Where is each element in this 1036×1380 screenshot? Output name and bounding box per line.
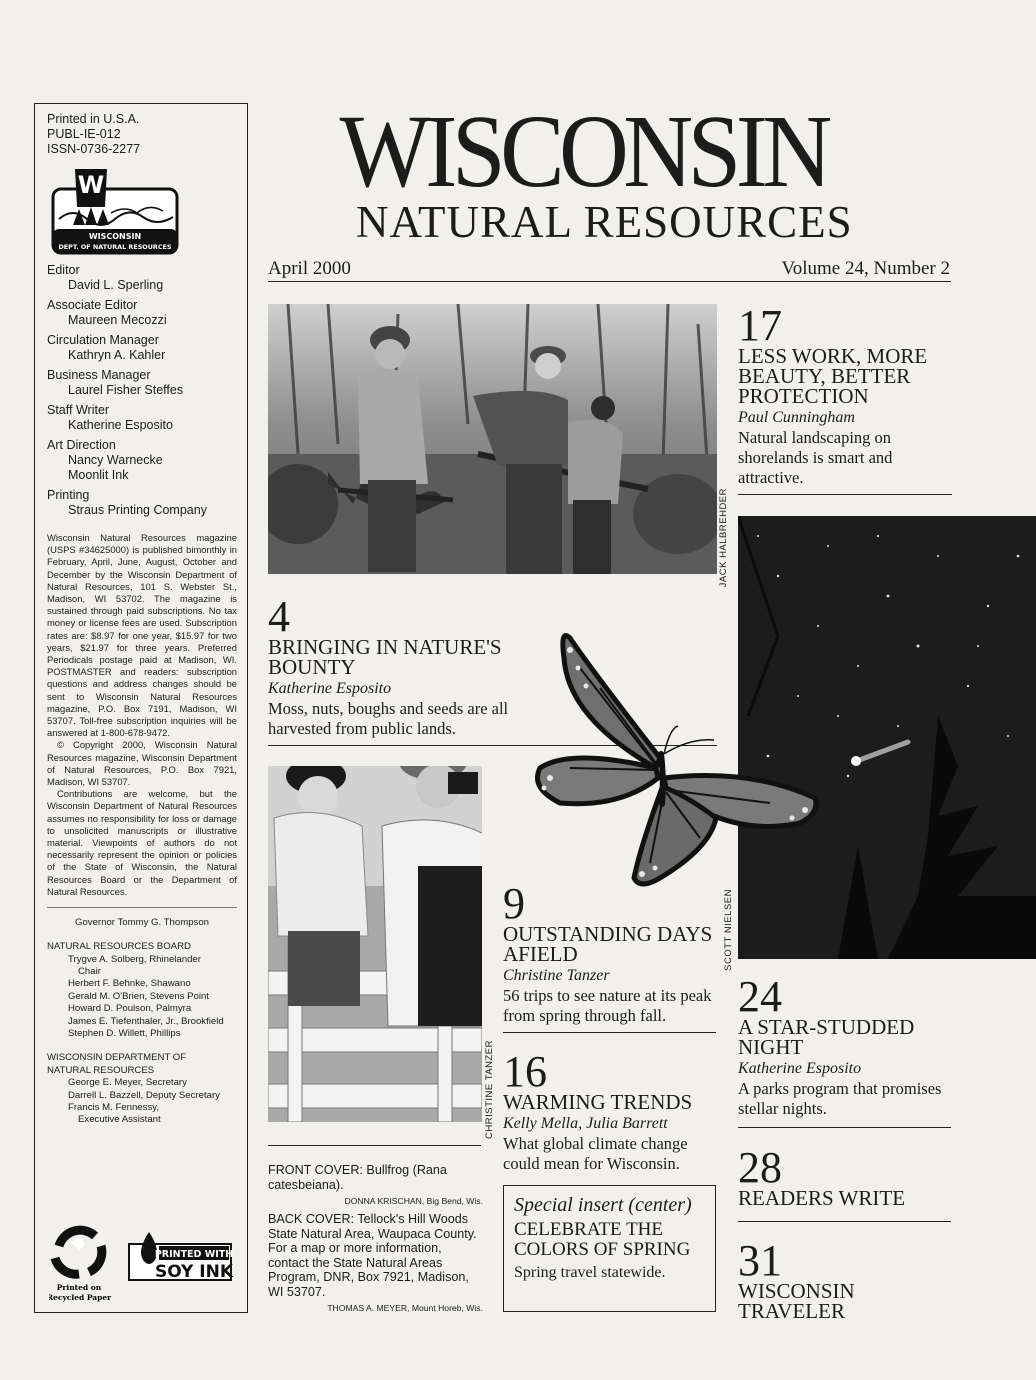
story-page-number: 28 — [738, 1143, 782, 1192]
story-17[interactable] — [738, 301, 952, 488]
masthead-sidebar — [34, 103, 248, 1313]
recycled-label-line1: Printed on — [56, 1283, 102, 1292]
header-rule — [268, 281, 951, 282]
story-author: Paul Cunningham — [738, 409, 855, 426]
staff-role: Circulation Manager — [47, 333, 159, 347]
story-description: A parks program that promises stellar nights. — [738, 1079, 942, 1118]
story-page-number: 4 — [268, 592, 290, 641]
staff-role: Staff Writer — [47, 403, 110, 417]
front-cover-caption: FRONT COVER: Bullfrog (Rana catesbeiana). — [268, 1163, 447, 1192]
photo-credit: CHRISTINE TANZER — [484, 1040, 495, 1139]
divider — [738, 1127, 951, 1128]
pub-line: Printed in U.S.A. — [47, 112, 140, 126]
story-author: Katherine Esposito — [738, 1060, 862, 1077]
staff-role: Art Direction — [47, 438, 116, 452]
staff-role: Printing — [47, 488, 90, 502]
board-member: Stephen D. Willett, Phillips — [68, 1027, 181, 1039]
recycle-icon — [55, 1230, 102, 1274]
story-page-number: 9 — [503, 879, 525, 928]
logo-text-line2: DEPT. OF NATURAL RESOURCES — [58, 243, 172, 251]
story-headline: OUTSTANDING DAYS AFIELD — [503, 922, 713, 966]
staff-name: Katherine Esposito — [68, 418, 173, 432]
magazine-subtitle: NATURAL RESOURCES — [356, 197, 853, 247]
story-description: Moss, nuts, boughs and seeds are all harvested from public lands. — [268, 699, 509, 738]
monarch-butterfly-illustration — [530, 628, 822, 888]
copyright-paragraph: © Copyright 2000, Wisconsin Natural Resources magazine, Wisconsin Department of Natural Resources, P.O. Box 7921, Madison, WI 53707. — [47, 739, 237, 788]
harvest-photo — [268, 304, 717, 574]
colophon — [47, 532, 237, 898]
dnr-logo — [51, 167, 179, 255]
story-description: 56 trips to see nature at its peak from spring through fall. — [503, 986, 712, 1025]
divider — [738, 494, 952, 495]
dept-member: Executive Assistant — [78, 1114, 161, 1126]
special-insert-box[interactable] — [503, 1185, 716, 1312]
story-headline: WARMING TRENDS — [503, 1090, 693, 1114]
pub-line: PUBL-IE-012 — [47, 127, 121, 141]
magazine-title: WISCONSIN — [339, 94, 827, 209]
staff-role: Business Manager — [47, 368, 151, 382]
recycled-label-line2: Recycled Paper — [49, 1293, 112, 1302]
story-author: Katherine Esposito — [268, 680, 392, 697]
publication-info — [47, 112, 237, 157]
staff-name: Maureen Mecozzi — [68, 313, 167, 327]
soy-ink-icon — [129, 1232, 234, 1282]
insert-title: CELEBRATE THE COLORS OF SPRING — [514, 1219, 691, 1260]
governor: Governor Tommy G. Thompson — [74, 917, 209, 929]
story-author: Kelly Mella, Julia Barrett — [503, 1115, 668, 1132]
photo-credit: JACK HALBREHDER — [718, 488, 729, 588]
board-member: Trygve A. Solberg, Rhinelander — [68, 953, 201, 965]
story-16[interactable] — [503, 1047, 719, 1174]
divider — [268, 1145, 481, 1146]
story-headline: WISCONSIN TRAVELER — [738, 1279, 855, 1323]
story-24[interactable] — [738, 972, 952, 1119]
contributions-paragraph: Contributions are welcome, but the Wisconsin Department of Natural Resources assumes no responsibility for loss or damage to unsolicited manuscripts or illustrative material. Viewpoints of authors do not necessarily represent the opinion or policies of the State of Wisconsin, the Natural Resources Board or the Department of Natural Resources. — [47, 788, 237, 897]
staff-role: Associate Editor — [47, 298, 138, 312]
story-description: Natural landscaping on shorelands is smart and attractive. — [738, 428, 893, 487]
board-member: Herbert F. Behnke, Shawano — [68, 978, 191, 990]
board-heading: NATURAL RESOURCES BOARD — [47, 941, 191, 953]
story-31[interactable] — [738, 1236, 952, 1323]
story-author: Christine Tanzer — [503, 967, 610, 984]
story-4[interactable] — [268, 592, 538, 739]
staff-name: Laurel Fisher Steffes — [68, 383, 184, 397]
svg-text:W: W — [77, 171, 105, 199]
pub-line: ISSN-0736-2277 — [47, 142, 141, 156]
staff-role: Editor — [47, 263, 80, 277]
divider — [503, 1032, 716, 1033]
board-member: James E. Tiefenthaler, Jr., Brookfield — [68, 1015, 224, 1027]
back-cover-caption: BACK COVER: Tellock's Hill Woods State Natural Area, Waupaca County. For a map or more information, contact the State Natural Areas Program, DNR, Box 7921, Madison, WI 53707. — [268, 1212, 477, 1299]
divider — [47, 907, 237, 908]
story-9[interactable] — [503, 879, 719, 1026]
staff-name: Nancy Warnecke — [68, 453, 163, 467]
staff-list — [47, 263, 237, 518]
story-28[interactable] — [738, 1143, 952, 1210]
staff-name: David L. Sperling — [68, 278, 164, 292]
board-member: Chair — [78, 965, 101, 977]
colophon-paragraph: Wisconsin Natural Resources magazine (USPS #34625000) is published bimonthly in February, April, June, August, October and December by the Wisconsin Department of Natural Resources, 101 S. Webster St., Madison, WI 53702. The magazine is sustained through paid subscriptions. No tax money or license fees are used. Subscription rates are: $8.97 for one year, $15.97 for two years, $21.97 for three years. Preferred Periodicals postage paid at Madison, WI. POSTMASTER and readers: subscription questions and address changes should be sent to Wisconsin Natural Resources magazine, P.O. Box 7191, Madison, WI 53707. Toll-free subscription inquiries will be answered at 1-800-678-9472. — [47, 532, 237, 739]
story-headline: LESS WORK, MORE BEAUTY, BETTER PROTECTION — [738, 344, 928, 408]
story-page-number: 17 — [738, 301, 782, 350]
print-logos — [49, 1224, 239, 1304]
insert-description: Spring travel statewide. — [514, 1264, 666, 1281]
front-cover-credit: DONNA KRISCHAN, Big Bend, Wis. — [344, 1196, 483, 1206]
staff-name: Moonlit Ink — [68, 468, 129, 482]
divider — [738, 1221, 951, 1222]
insert-heading: Special insert (center) — [514, 1194, 692, 1216]
story-headline: BRINGING IN NATURE'S BOUNTY — [268, 635, 502, 679]
staff-name: Straus Printing Company — [68, 503, 207, 517]
board-member: Howard D. Poulson, Palmyra — [68, 1003, 192, 1015]
photo-credit: SCOTT NIELSEN — [723, 889, 734, 971]
soy-label-line2: SOY INK — [154, 1262, 234, 1282]
dept-member: Francis M. Fennessy, — [68, 1101, 159, 1113]
story-page-number: 31 — [738, 1236, 782, 1285]
board-member: Gerald M. O'Brien, Stevens Point — [68, 990, 210, 1002]
issue-date: April 2000 — [268, 258, 351, 279]
story-headline: A STAR-STUDDED NIGHT — [738, 1015, 915, 1059]
issue-volume: Volume 24, Number 2 — [781, 258, 950, 279]
dept-member: Darrell L. Bazzell, Deputy Secretary — [68, 1089, 220, 1101]
story-description: What global climate change could mean for Wisconsin. — [503, 1134, 688, 1173]
staff-name: Kathryn A. Kahler — [68, 348, 166, 362]
back-cover-credit: THOMAS A. MEYER, Mount Horeb, Wis. — [327, 1303, 483, 1313]
story-page-number: 16 — [503, 1047, 547, 1096]
story-headline: READERS WRITE — [738, 1186, 906, 1210]
soy-label-line1: PRINTED WITH — [154, 1249, 234, 1260]
dept-heading: WISCONSIN DEPARTMENT OF NATURAL RESOURCES — [47, 1052, 187, 1076]
birdwatchers-photo — [268, 766, 482, 1122]
story-page-number: 24 — [738, 972, 782, 1021]
dept-member: George E. Meyer, Secretary — [68, 1077, 187, 1089]
logo-text-line1: WISCONSIN — [88, 232, 142, 241]
cover-notes — [268, 1163, 483, 1319]
